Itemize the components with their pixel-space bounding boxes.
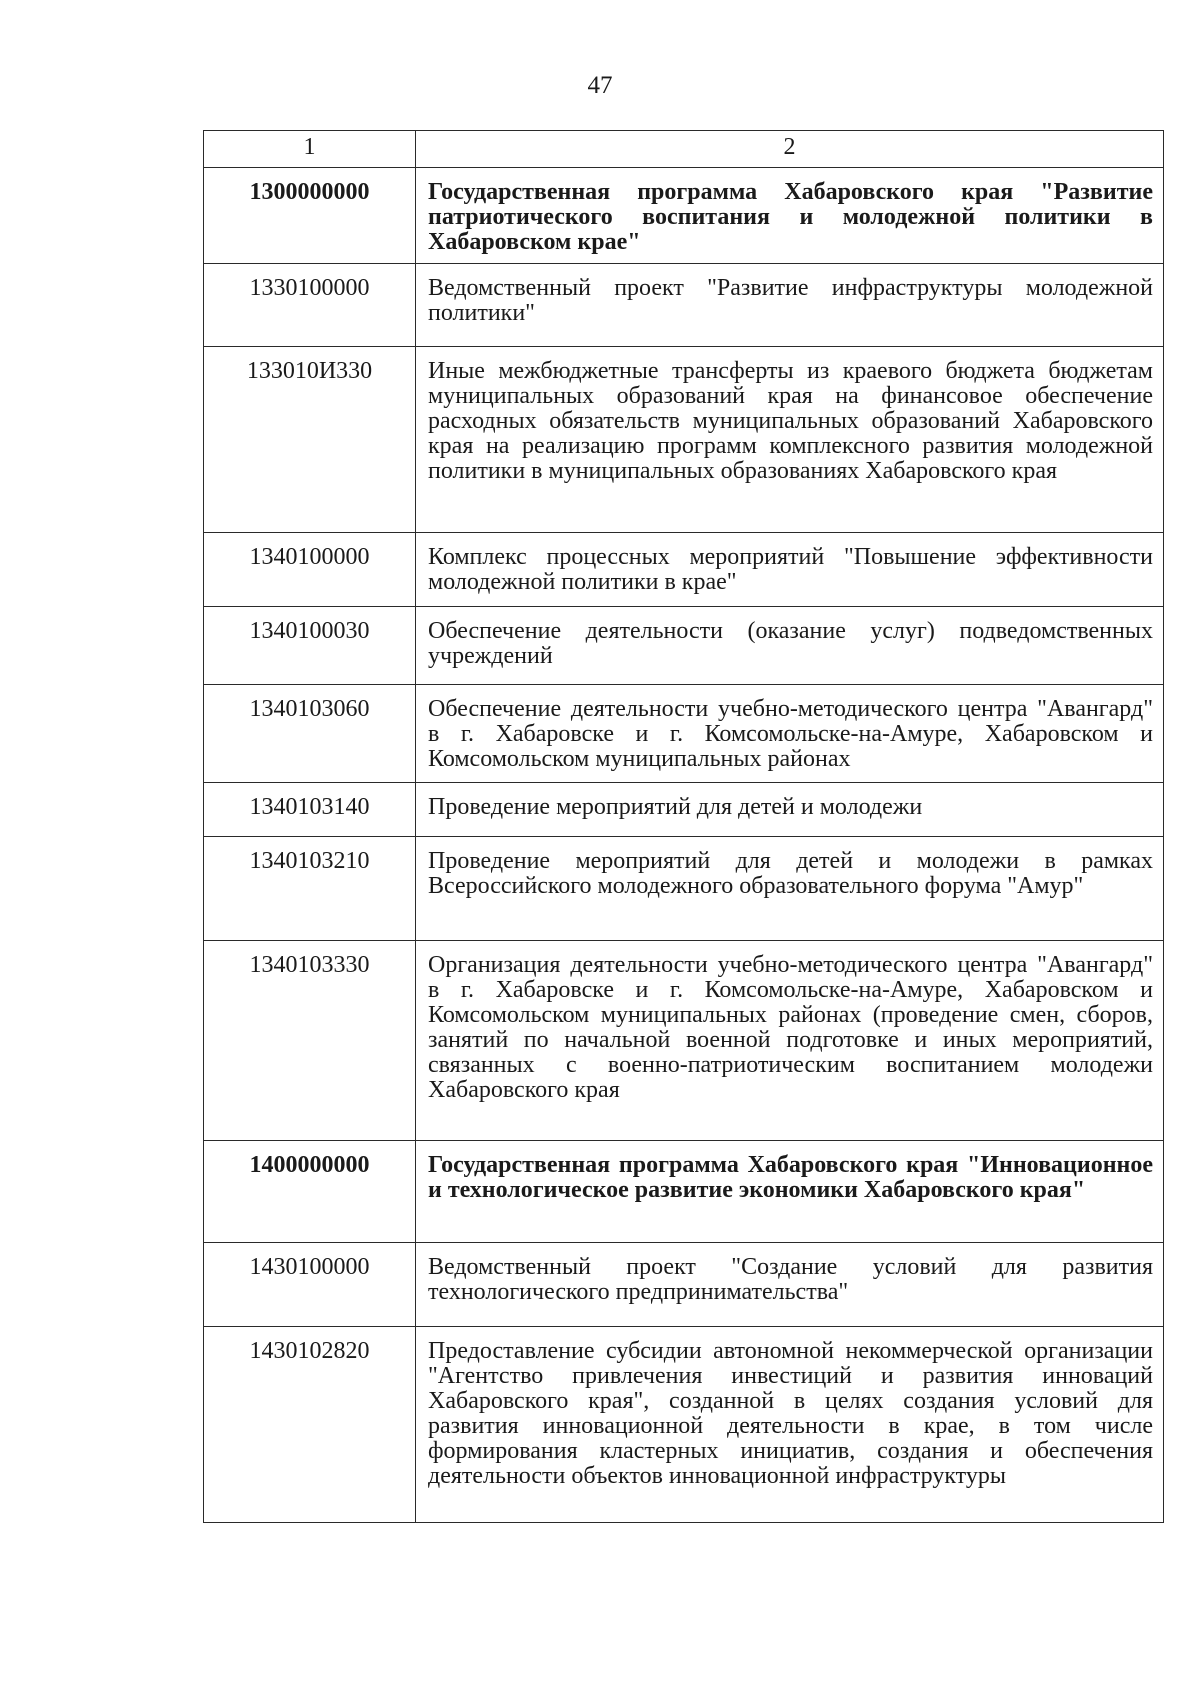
row-code: 1430102820 xyxy=(204,1327,416,1523)
row-description: Государственная программа Хабаровского края "Инновационное и технологическое развитие экономики Хабаровского края" xyxy=(416,1141,1164,1243)
row-code: 1400000000 xyxy=(204,1141,416,1243)
row-description: Государственная программа Хабаровского края "Развитие патриотического воспитания и молодежной политики в Хабаровском крае" xyxy=(416,168,1164,264)
row-code: 1340100030 xyxy=(204,607,416,685)
row-description: Обеспечение деятельности учебно-методического центра "Авангард" в г. Хабаровске и г. Комсомольске-на-Амуре, Хабаровском и Комсомольском муниципальных районах xyxy=(416,685,1164,783)
page-number: 47 xyxy=(587,72,613,99)
row-code: 1340100000 xyxy=(204,533,416,607)
row-code: 1430100000 xyxy=(204,1243,416,1327)
row-code: 1340103140 xyxy=(204,783,416,837)
table-row xyxy=(204,607,1164,685)
row-description: Предоставление субсидии автономной некоммерческой организации "Агентство привлечения инвестиций и развития инноваций Хабаровского края", созданной в целях создания условий для развития инновационной деятельности в крае, в том числе формирования кластерных инициатив, создания и обеспечения деятельности объектов инновационной инфраструктуры xyxy=(416,1327,1164,1523)
table-row xyxy=(204,837,1164,941)
table-row xyxy=(204,264,1164,347)
row-code: 133010И330 xyxy=(204,347,416,533)
budget-code-table xyxy=(203,130,1164,1523)
table-row xyxy=(204,168,1164,264)
table-row xyxy=(204,347,1164,533)
row-code: 1340103060 xyxy=(204,685,416,783)
row-description: Организация деятельности учебно-методического центра "Авангард" в г. Хабаровске и г. Комсомольске-на-Амуре, Хабаровском и Комсомольском муниципальных районах (проведение смен, сборов, занятий по начальной военной подготовке и иных мероприятий, связанных с военно-патриотическим воспитанием молодежи Хабаровского края xyxy=(416,941,1164,1141)
row-code: 1340103330 xyxy=(204,941,416,1141)
row-description: Проведение мероприятий для детей и молодежи xyxy=(416,783,1164,837)
table-row xyxy=(204,1141,1164,1243)
row-description: Обеспечение деятельности (оказание услуг) подведомственных учреждений xyxy=(416,607,1164,685)
column-header-1: 1 xyxy=(204,131,416,168)
row-description: Ведомственный проект "Развитие инфраструктуры молодежной политики" xyxy=(416,264,1164,347)
row-description: Проведение мероприятий для детей и молодежи в рамках Всероссийского молодежного образовательного форума "Амур" xyxy=(416,837,1164,941)
table-row xyxy=(204,1243,1164,1327)
row-code: 1340103210 xyxy=(204,837,416,941)
table-row xyxy=(204,783,1164,837)
row-code: 1330100000 xyxy=(204,264,416,347)
table-row xyxy=(204,1327,1164,1523)
row-description: Ведомственный проект "Создание условий для развития технологического предпринимательства" xyxy=(416,1243,1164,1327)
row-description: Иные межбюджетные трансферты из краевого бюджета бюджетам муниципальных образований края на финансовое обеспечение расходных обязательств муниципальных образований Хабаровского края на реализацию программ комплексного развития молодежной политики в муниципальных образованиях Хабаровского края xyxy=(416,347,1164,533)
column-header-2: 2 xyxy=(416,131,1164,168)
table-row xyxy=(204,941,1164,1141)
row-code: 1300000000 xyxy=(204,168,416,264)
table-row xyxy=(204,533,1164,607)
row-description: Комплекс процессных мероприятий "Повышение эффективности молодежной политики в крае" xyxy=(416,533,1164,607)
table-row xyxy=(204,685,1164,783)
table-header-row xyxy=(204,131,1164,168)
